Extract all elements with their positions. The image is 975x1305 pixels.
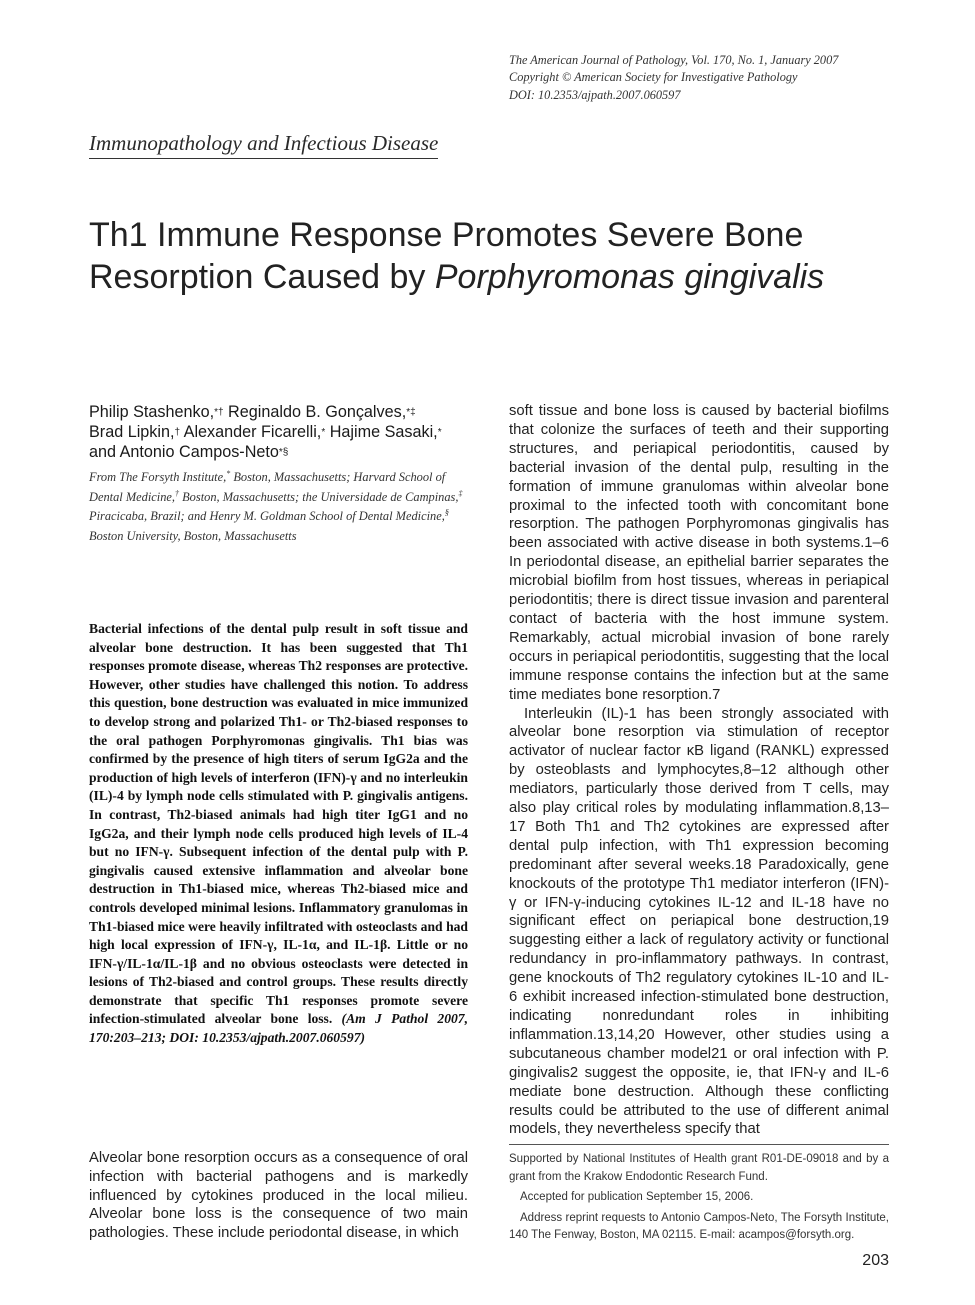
reprint-note: Address reprint requests to Antonio Campos-Neto, The Forsyth Institute, 140 The Fenway, Boston, MA 02115. E-mail: acampos@forsyth.org. bbox=[509, 1211, 889, 1241]
body-paragraph: Interleukin (IL)-1 has been strongly associated with alveolar bone resorption via stimulation of receptor activator of nuclear factor κB ligand (RANKL) expressed by osteoblasts and lymphocytes,8–12 although other mediators, particularly those derived from T cells, may also play critical roles by modulating inflammation.8,13–17 Both Th1 and Th2 cytokines are expressed after dental pulp infection, with Th1 expression becoming predominant after several weeks.18 Paradoxically, gene knockouts of the prototype Th1 mediator interferon (IFN)-γ or IFN-γ-inducing cytokines IL-12 and IL-18 have no significant effect on periapical bone destruction,19 suggesting either a lack of regulatory activity or functional redundancy in pro-inflammatory pathways. In contrast, gene knockouts of Th2 regulatory cytokines IL-10 and IL-6 exhibit increased infection-stimulated bone destruction, indicating nonredundant roles in inhibiting inflammation.13,14,20 However, other studies using a subcutaneous chamber model21 or oral infection with P. gingivalis2 suggest the opposite, ie, that IFN-γ and IL-6 mediate bone destruction. Although these conflicting results could be attributed to the use of different animal models, they nevertheless specify that bbox=[509, 705, 889, 1138]
author-affil-mark: † bbox=[174, 427, 181, 438]
affiliation-mark: ‡ bbox=[458, 488, 463, 498]
author-name: Reginaldo B. Gonçalves, bbox=[228, 403, 407, 421]
body-paragraph: Alveolar bone resorption occurs as a consequence of oral infection with bacterial pathogens and is markedly influenced by cytokines produced in the local milieu. Alveolar bone loss is the consequence of two main pathologies. These include periodontal disease, in which bbox=[89, 1150, 468, 1242]
title-line-2-plain: Resorption Caused by bbox=[89, 258, 435, 296]
author-conjunction: and bbox=[89, 443, 120, 461]
author-name: Hajime Sasaki, bbox=[329, 423, 438, 441]
journal-doi: DOI: 10.2353/ajpath.2007.060597 bbox=[509, 87, 681, 102]
body-column-right bbox=[509, 402, 889, 1139]
body-column-left bbox=[89, 1149, 468, 1243]
article-title bbox=[89, 214, 919, 298]
affiliation-text: Boston University, Boston, Massachusetts bbox=[89, 528, 297, 543]
affiliation-text: From The Forsyth Institute, bbox=[89, 470, 227, 484]
affiliation-mark: * bbox=[226, 468, 231, 478]
author-list bbox=[89, 402, 474, 462]
footnote-divider bbox=[509, 1144, 889, 1145]
affiliation-mark: † bbox=[175, 488, 180, 498]
affiliation-mark: § bbox=[444, 508, 449, 518]
journal-citation: The American Journal of Pathology, Vol. 170, No. 1, January 2007 bbox=[509, 53, 839, 67]
affiliations bbox=[89, 468, 467, 546]
journal-header bbox=[509, 52, 929, 104]
author-name: Philip Stashenko, bbox=[89, 403, 215, 421]
title-organism: Porphyromonas gingivalis bbox=[434, 258, 825, 296]
author-affil-mark: *† bbox=[214, 407, 224, 418]
abstract-citation: (Am J Pathol 2007, 170:203–213; DOI: 10.2353/ajpath.2007.060597) bbox=[89, 1011, 468, 1046]
affiliation-text: Piracicaba, Brazil; and Henry M. Goldman School of Dental Medicine, bbox=[89, 509, 445, 524]
affiliation-text: Boston, Massachusetts; the Universidade de Campinas, bbox=[179, 489, 459, 504]
abstract-text: Bacterial infections of the dental pulp result in soft tissue and alveolar bone destruction. It has been suggested that Th1 responses promote disease, whereas Th2 responses are protective. However, other studies have challenged this notion. To address this question, bone destruction was evaluated in mice immunized to develop strong and polarized Th1- or Th2-biased responses to the oral pathogen Porphyromonas gingivalis. Th1 bias was confirmed by the presence of high titers of serum IgG2a and the production of high levels of interferon (IFN)-γ and no interleukin (IL)-4 by lymph node cells stimulated with P. gingivalis antigens. In contrast, Th2-biased animals had high titer IgG1 and no IgG2a, and their lymph node cells produced high levels of IL-4 but no IFN-γ. Subsequent infection of the dental pulp with P. gingivalis caused extensive inflammation and alveolar bone destruction in Th1-biased mice, whereas Th2-biased mice and controls developed minimal lesions. Inflammatory granulomas in Th1-biased mice were heavily infiltrated with osteoclasts and had high local expression of IFN-γ, IL-1α, and IL-1β. Little or no IFN-γ/IL-1α/IL-1β and no obvious osteoclasts were detected in lesions of Th2-biased and control groups. These results directly demonstrate that specific Th1 responses promote severe infection-stimulated alveolar bone loss. bbox=[89, 621, 468, 1027]
title-line-2 bbox=[89, 256, 919, 298]
author-name: Brad Lipkin, bbox=[89, 423, 175, 441]
journal-copyright: Copyright © American Society for Investigative Pathology bbox=[509, 70, 798, 85]
footnotes bbox=[509, 1151, 889, 1248]
title-line-1: Th1 Immune Response Promotes Severe Bone bbox=[89, 216, 804, 254]
page-number: 203 bbox=[862, 1252, 889, 1269]
author-affil-mark: * bbox=[321, 427, 326, 438]
acceptance-note: Accepted for publication September 15, 2006. bbox=[520, 1191, 754, 1203]
author-affil-mark: *‡ bbox=[406, 407, 416, 418]
funding-note: Supported by National Institutes of Health grant R01-DE-09018 and by a grant from the Krakow Endodontic Research Fund. bbox=[509, 1153, 889, 1183]
author-name: Antonio Campos-Neto bbox=[119, 443, 279, 461]
affiliation-text: Boston, Massachusetts; Harvard School of Dental Medicine, bbox=[89, 470, 446, 504]
author-name: Alexander Ficarelli, bbox=[183, 423, 322, 441]
author-affil-mark: *§ bbox=[278, 447, 289, 458]
author-affil-mark: * bbox=[437, 427, 442, 438]
abstract bbox=[89, 620, 468, 1048]
section-heading: Immunopathology and Infectious Disease bbox=[89, 131, 438, 159]
body-paragraph: soft tissue and bone loss is caused by bacterial biofilms that colonize the surfaces of teeth and their supporting structures, and periapical periodontitis, caused by bacterial invasion of the dental pulp, resulting in the formation of immune granulomas within alveolar bone proximal to the infected tooth with concomitant bone resorption. The pathogen Porphyromonas gingivalis has been associated with active disease in both systems.1–6 In periodontal disease, an epithelial barrier separates the microbial biofilm from host tissues, whereas in periapical periodontitis; there is direct tissue invasion and parenteral contact of bacteria with the host immune system. Remarkably, actual microbial invasion of bone rarely occurs in periapical periodontitis, suggesting that the local immune response contains the infection but at the same time mediates bone resorption.7 bbox=[509, 403, 889, 703]
